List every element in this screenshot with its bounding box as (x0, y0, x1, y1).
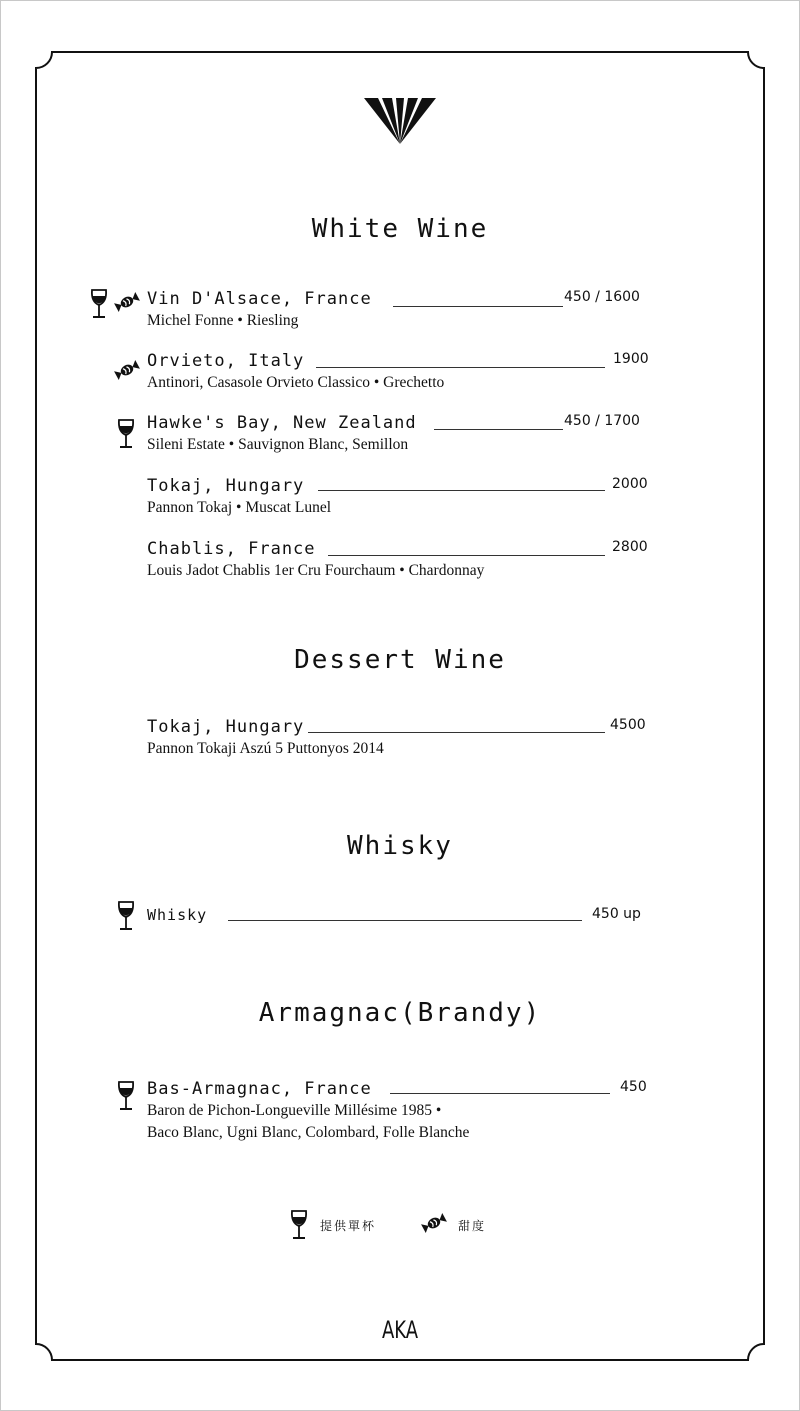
item-price: 2000 (612, 476, 648, 492)
item-description: Sileni Estate • Sauvignon Blanc, Semillon (147, 436, 409, 453)
section-title-whisky: Whisky (347, 831, 453, 861)
legend-sweet-label: 甜度 (458, 1219, 487, 1233)
wine-glass-icon (117, 1081, 135, 1111)
menu-item-chablis (0, 539, 800, 599)
item-description: Antinori, Casasole Orvieto Classico • Grechetto (147, 374, 445, 391)
legend-candy-icon (421, 1212, 447, 1234)
section-title-dessert-wine: Dessert Wine (294, 645, 506, 675)
item-description-line2: Baco Blanc, Ugni Blanc, Colombard, Folle Blanche (147, 1124, 470, 1141)
item-description: Pannon Tokaji Aszú 5 Puttonyos 2014 (147, 740, 384, 757)
menu-item-tokaj-aszu (0, 717, 800, 777)
leader-line (318, 490, 605, 491)
item-name: Tokaj, Hungary (147, 476, 305, 496)
fan-logo (362, 96, 438, 146)
item-price: 450 / 1700 (564, 413, 640, 429)
item-name: Vin D'Alsace, France (147, 289, 372, 309)
menu-item-hawkes-bay (0, 413, 800, 473)
leader-line (393, 306, 563, 307)
leader-line (390, 1093, 610, 1094)
menu-item-vin-dalsace (0, 289, 800, 349)
leader-line (434, 429, 563, 430)
item-name: Whisky (147, 906, 208, 924)
item-price: 2800 (612, 539, 648, 555)
leader-line (228, 920, 582, 921)
menu-item-orvieto (0, 351, 800, 411)
item-name: Chablis, France (147, 539, 316, 559)
leader-line (308, 732, 605, 733)
legend-wine-glass-icon (290, 1210, 308, 1240)
item-price: 4500 (610, 717, 646, 733)
brand-logo-text: AKA (381, 1316, 419, 1344)
item-name: Orvieto, Italy (147, 351, 305, 371)
wine-glass-icon (90, 289, 108, 319)
section-title-armagnac: Armagnac(Brandy) (258, 998, 542, 1028)
item-price: 450 / 1600 (564, 289, 640, 305)
item-name: Tokaj, Hungary (147, 717, 305, 737)
item-description: Baron de Pichon-Longueville Millésime 1985 • (147, 1102, 442, 1119)
item-name: Bas-Armagnac, France (147, 1079, 372, 1099)
item-description: Pannon Tokaj • Muscat Lunel (147, 499, 332, 516)
menu-item-bas-armagnac (0, 1079, 800, 1159)
leader-line (316, 367, 605, 368)
legend-glass-label: 提供單杯 (320, 1219, 377, 1233)
leader-line (328, 555, 605, 556)
section-title-white-wine: White Wine (311, 214, 489, 244)
item-price: 1900 (613, 351, 649, 367)
item-price: 450 (620, 1079, 647, 1095)
item-price: 450 up (592, 906, 641, 922)
item-name: Hawke's Bay, New Zealand (147, 413, 417, 433)
menu-item-tokaj-1 (0, 476, 800, 536)
item-description: Louis Jadot Chablis 1er Cru Fourchaum • Chardonnay (147, 562, 485, 579)
candy-sweetness-icon (114, 359, 140, 381)
candy-sweetness-icon (114, 291, 140, 313)
wine-glass-icon (117, 419, 135, 449)
item-description: Michel Fonne • Riesling (147, 312, 299, 329)
wine-glass-icon (117, 901, 135, 931)
menu-item-whisky (0, 906, 800, 966)
